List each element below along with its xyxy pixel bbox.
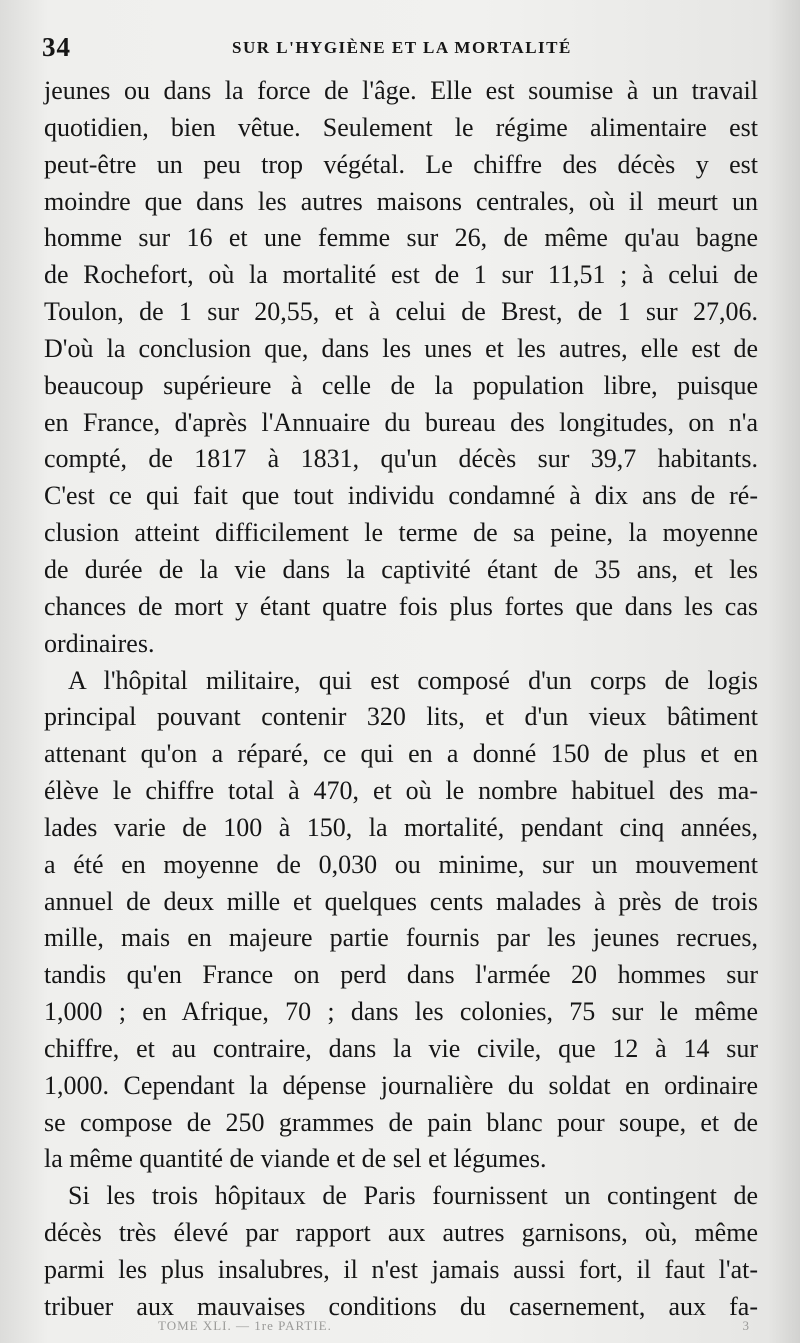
text-line: A l'hôpital militaire, qui est composé d'un corps de logis	[68, 665, 758, 695]
text-line: en France, d'après l'Annuaire du bureau des longitudes, on n'a	[44, 407, 758, 437]
text-line: Si les trois hôpitaux de Paris fournissent un contingent de	[68, 1181, 758, 1211]
text-line: moindre que dans les autres maisons centrales, où il meurt un	[44, 186, 758, 216]
running-head: SUR L'HYGIÈNE ET LA MORTALITÉ	[232, 38, 572, 57]
text-line: de Rochefort, où la mortalité est de 1 sur 11,51 ; à celui de	[44, 260, 758, 290]
text-line: lades varie de 100 à 150, la mortalité, pendant cinq années,	[44, 812, 758, 842]
text-line: clusion atteint difficilement le terme de sa peine, la moyenne	[44, 518, 758, 548]
text-line: décès très élevé par rapport aux autres garnisons, où, même	[44, 1218, 758, 1248]
text-line: parmi les plus insalubres, il n'est jamais aussi fort, il faut l'at-	[44, 1255, 758, 1284]
text-line: attenant qu'on a réparé, ce qui en a donné 150 de plus et en	[44, 739, 758, 769]
text-line: élève le chiffre total à 470, et où le nombre habituel des ma-	[44, 776, 758, 806]
text-line: 1,000 ; en Afrique, 70 ; dans les colonies, 75 sur le même	[44, 997, 758, 1027]
text-line: se compose de 250 grammes de pain blanc pour soupe, et de	[44, 1107, 758, 1137]
text-line: principal pouvant contenir 320 lits, et d'un vieux bâtiment	[44, 702, 758, 732]
text-line: D'où la conclusion que, dans les unes et les autres, elle est de	[44, 333, 758, 363]
text-line: chiffre, et au contraire, dans la vie civile, que 12 à 14 sur	[44, 1033, 758, 1063]
text-line: beaucoup supérieure à celle de la population libre, puisque	[44, 370, 758, 400]
text-line: a été en moyenne de 0,030 ou minime, sur un mouvement	[44, 849, 758, 879]
body-text	[44, 73, 758, 1326]
text-line: quotidien, bien vêtue. Seulement le régime alimentaire est	[44, 112, 758, 142]
signature-mark: TOME XLI. — 1re PARTIE.	[158, 1318, 332, 1333]
text-line: 1,000. Cependant la dépense journalière du soldat en ordinaire	[44, 1070, 758, 1100]
page-header	[42, 32, 770, 72]
text-line: ordinaires.	[44, 628, 155, 658]
text-line: chances de mort y étant quatre fois plus fortes que dans les cas	[44, 591, 758, 621]
page-number: 34	[42, 32, 71, 62]
text-line: de durée de la vie dans la captivité étant de 35 ans, et les	[44, 554, 758, 584]
text-line: compté, de 1817 à 1831, qu'un décès sur 39,7 habitants.	[44, 444, 758, 474]
text-line: homme sur 16 et une femme sur 26, de même qu'au bagne	[44, 223, 758, 253]
text-line: jeunes ou dans la force de l'âge. Elle est soumise à un travail	[44, 76, 758, 105]
text-line: tribuer aux mauvaises conditions du casernement, aux fa-	[44, 1291, 758, 1321]
text-line: annuel de deux mille et quelques cents malades à près de trois	[44, 886, 758, 916]
text-line: tandis qu'en France on perd dans l'armée 20 hommes sur	[44, 960, 758, 990]
text-line: la même quantité de viande et de sel et légumes.	[44, 1144, 547, 1174]
text-line: peut-être un peu trop végétal. Le chiffre des décès y est	[44, 149, 758, 179]
signature-number: 3	[742, 1318, 750, 1333]
text-line: mille, mais en majeure partie fournis par les jeunes recrues,	[44, 923, 758, 953]
text-line: C'est ce qui fait que tout individu condamné à dix ans de ré-	[44, 481, 758, 511]
text-line: Toulon, de 1 sur 20,55, et à celui de Brest, de 1 sur 27,06.	[44, 297, 758, 327]
